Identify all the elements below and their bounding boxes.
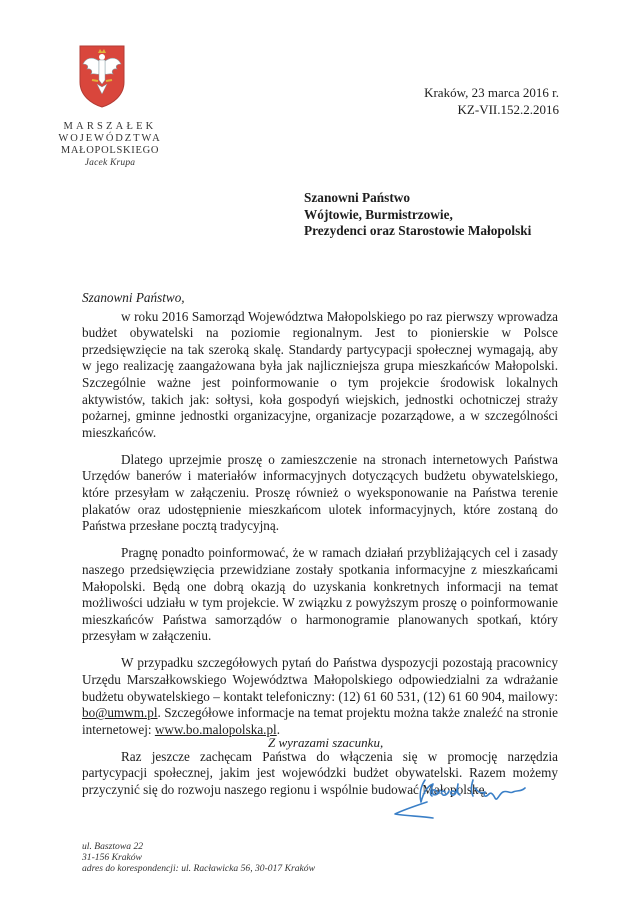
letter-meta (424, 85, 559, 118)
org-title-line1: MARSZAŁEK (63, 121, 157, 132)
contact-text-end: . (276, 721, 281, 737)
footer-correspondence: adres do korespondencji: ul. Racławicka 56, 30-017 Kraków (82, 863, 315, 874)
contact-text-start: W przypadku szczegółowych pytań do Państwa dyspozycji pozostają pracownicy Urzędu Marszałkowskiego Województwa Małopolskiego odpowiedzialni za wdrażanie budżetu obywatelskiego – kontakt telefoniczny: (12) 61 60 531, (12) 61 60 904, mailowy: (82, 655, 558, 704)
contact-text-middle: . Szczegółowe informacje na temat projektu można także znaleźć na stronie internetowej: (82, 705, 558, 737)
coat-of-arms-icon (78, 44, 126, 108)
letter-body (82, 290, 558, 809)
footer-street: ul. Basztowa 22 (82, 841, 144, 852)
reference-number: KZ-VII.152.2.2016 (457, 101, 559, 117)
email-link[interactable]: bo@umwm.pl (82, 705, 158, 721)
paragraph-meetings: Pragnę ponadto poinformować, że w ramach działań przybliżających cel i zasady naszego przedsięwzięcia przewidziane zostały spotkania informacyjne z mieszkańcami Małopolski. Będą one dobrą okazją do uzyskania konkretnych informacji na temat możliwości udziału w tym projekcie. W związku z powyższym proszę o poinformowanie mieszkańców Państwa samorządów o harmonogramie planowanych spotkań, który przesyłam w załączeniu. (82, 545, 558, 644)
footer-postal: 31-156 Kraków (82, 852, 142, 863)
org-person-name: Jacek Krupa (84, 158, 136, 168)
paragraph-request: Dlatego uprzejmie proszę o zamieszczenie na stronach internetowych Państwa Urzędów banerów i materiałów informacyjnych dotyczących budżetu obywatelskiego, które przesyłam w załączeniu. Proszę również o wyeksponowanie na Państwa terenie plakatów oraz udostępnienie mieszkańcom ulotek informacyjnych, które zostaną do Państwa przesłane pocztą tradycyjną. (82, 451, 558, 534)
greeting: Szanowni Państwo, (82, 290, 185, 305)
addressee-line1: Szanowni Państwo (304, 190, 411, 205)
letterhead-organization (50, 121, 170, 170)
paragraph-final: Raz jeszcze zachęcam Państwa do włączenia się w promocję narzędzia partycypacji społecznej, jakim jest wojewódzki budżet obywatelski. Razem możemy przyczynić się do rozwoju naszego regionu i wspólnie budować Małopolskę. (82, 748, 558, 798)
footer-address (82, 841, 315, 874)
addressee-line2: Wójtowie, Burmistrzowie, (304, 206, 453, 222)
closing-phrase: Z wyrazami szacunku, (268, 735, 384, 750)
place-date: Kraków, 23 marca 2016 r. (424, 85, 559, 100)
paragraph-intro: w roku 2016 Samorząd Województwa Małopolskiego po raz pierwszy wprowadza budżet obywatelski na poziomie regionalnym. Jest to pionierskie w Polsce przedsięwzięcie na tak szeroką skalę. Standardy partycypacji społecznej wymagają, aby w jego realizację zaangażowana była jak najliczniejsza grupa mieszkańców Małopolski. Szczególnie ważne jest poinformowanie o tym projekcie środowisk lokalnych aktywistów, takich jak: sołtysi, koła gospodyń wiejskich, jednostki ochotniczej straży pożarnej, gminne jednostki organizacyjne, organizacje pozarządowe, a w szczególności mieszkańców. (82, 308, 558, 440)
website-link[interactable]: www.bo.malopolska.pl (154, 721, 277, 737)
handwritten-signature (385, 772, 565, 822)
org-title-line2: WOJEWÓDZTWA (58, 133, 162, 144)
paragraph-contact (82, 655, 558, 738)
addressee-block (304, 190, 531, 240)
org-title-line3: MAŁOPOLSKIEGO (60, 145, 160, 156)
addressee-line3: Prezydenci oraz Starostowie Małopolski (304, 223, 532, 238)
